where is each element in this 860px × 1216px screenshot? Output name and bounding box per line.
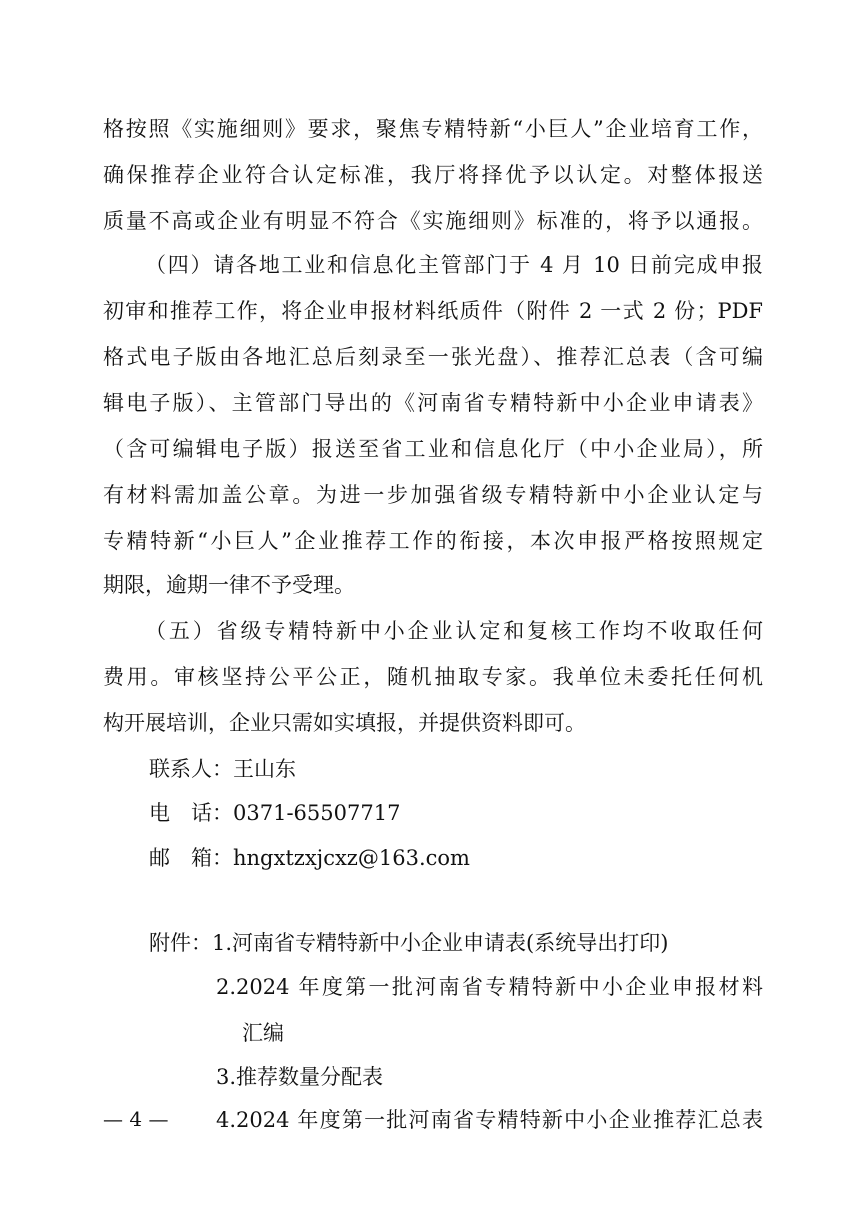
attachment-item: 3.推荐数量分配表 [216, 1065, 384, 1089]
body-text-line: 格按照《实施细则》要求，聚焦专精特新“小巨人”企业培育工作， [103, 117, 763, 141]
page-number: — 4 — [103, 1107, 169, 1131]
contact-phone: 电 话：0371-65507717 [149, 801, 401, 825]
body-text-line: 确保推荐企业符合认定标准，我厅将择优予以认定。对整体报送 [103, 163, 763, 187]
contact-person: 联系人：王山东 [149, 757, 296, 781]
body-text-line: （五）省级专精特新中小企业认定和复核工作均不收取任何 [145, 619, 763, 643]
attachment-item: 附件：1.河南省专精特新中小企业申请表(系统导出打印) [149, 931, 669, 955]
attachment-item-continuation: 汇编 [242, 1021, 284, 1045]
contact-email: 邮 箱：hngxtzxjcxz@163.com [149, 846, 470, 870]
body-text-line: 格式电子版由各地汇总后刻录至一张光盘）、推荐汇总表（含可编 [103, 345, 763, 369]
attachment-item: 4.2024 年度第一批河南省专精特新中小企业推荐汇总表 [216, 1108, 763, 1132]
body-text-line: 构开展培训，企业只需如实填报，并提供资料即可。 [103, 711, 586, 735]
body-text-line: 有材料需加盖公章。为进一步加强省级专精特新中小企业认定与 [103, 483, 763, 507]
body-text-line: （四）请各地工业和信息化主管部门于 4 月 10 日前完成申报 [145, 253, 763, 277]
body-text-line: 专精特新“小巨人”企业推荐工作的衔接，本次申报严格按照规定 [103, 529, 763, 553]
attachment-item: 2.2024 年度第一批河南省专精特新中小企业申报材料 [216, 975, 763, 999]
body-text-line: 费用。审核坚持公平公正，随机抽取专家。我单位未委托任何机 [103, 665, 763, 689]
body-text-line: 辑电子版）、主管部门导出的《河南省专精特新中小企业申请表》 [103, 391, 763, 415]
body-text-line: 质量不高或企业有明显不符合《实施细则》标准的，将予以通报。 [103, 209, 763, 233]
body-text-line: （含可编辑电子版）报送至省工业和信息化厅（中小企业局），所 [103, 437, 763, 461]
body-text-line: 期限，逾期一律不予受理。 [103, 573, 355, 597]
body-text-line: 初审和推荐工作，将企业申报材料纸质件（附件 2 一式 2 份；PDF [103, 299, 763, 323]
